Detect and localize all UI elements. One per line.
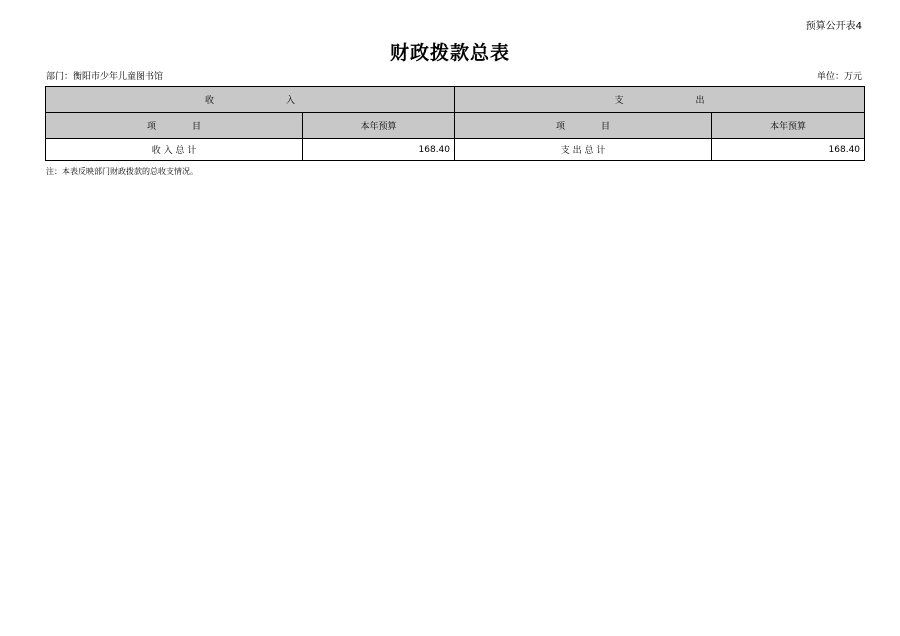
expense-item-header: 项 目 — [455, 113, 712, 139]
expense-total-label: 支 出 总 计 — [455, 139, 712, 161]
table-note: 注：本表反映部门财政拨款的总收支情况。 — [46, 167, 198, 176]
income-budget-header: 本年预算 — [303, 113, 455, 139]
income-total-value: 168.40 — [303, 139, 455, 161]
form-number: 预算公开表4 — [805, 21, 862, 32]
appropriation-table — [45, 86, 865, 161]
table-section-header — [46, 87, 865, 113]
table-row — [46, 139, 865, 161]
income-total-label: 收 入 总 计 — [46, 139, 303, 161]
page-title: 财政拨款总表 — [389, 42, 510, 64]
income-item-header: 项 目 — [46, 113, 303, 139]
department-label: 部门：衡阳市少年儿童图书馆 — [46, 72, 164, 82]
unit-label: 单位：万元 — [816, 72, 862, 82]
expense-section-header: 支 出 — [455, 87, 865, 113]
income-section-header: 收 入 — [46, 87, 455, 113]
expense-budget-header: 本年预算 — [712, 113, 865, 139]
table-column-header — [46, 113, 865, 139]
expense-total-value: 168.40 — [712, 139, 865, 161]
